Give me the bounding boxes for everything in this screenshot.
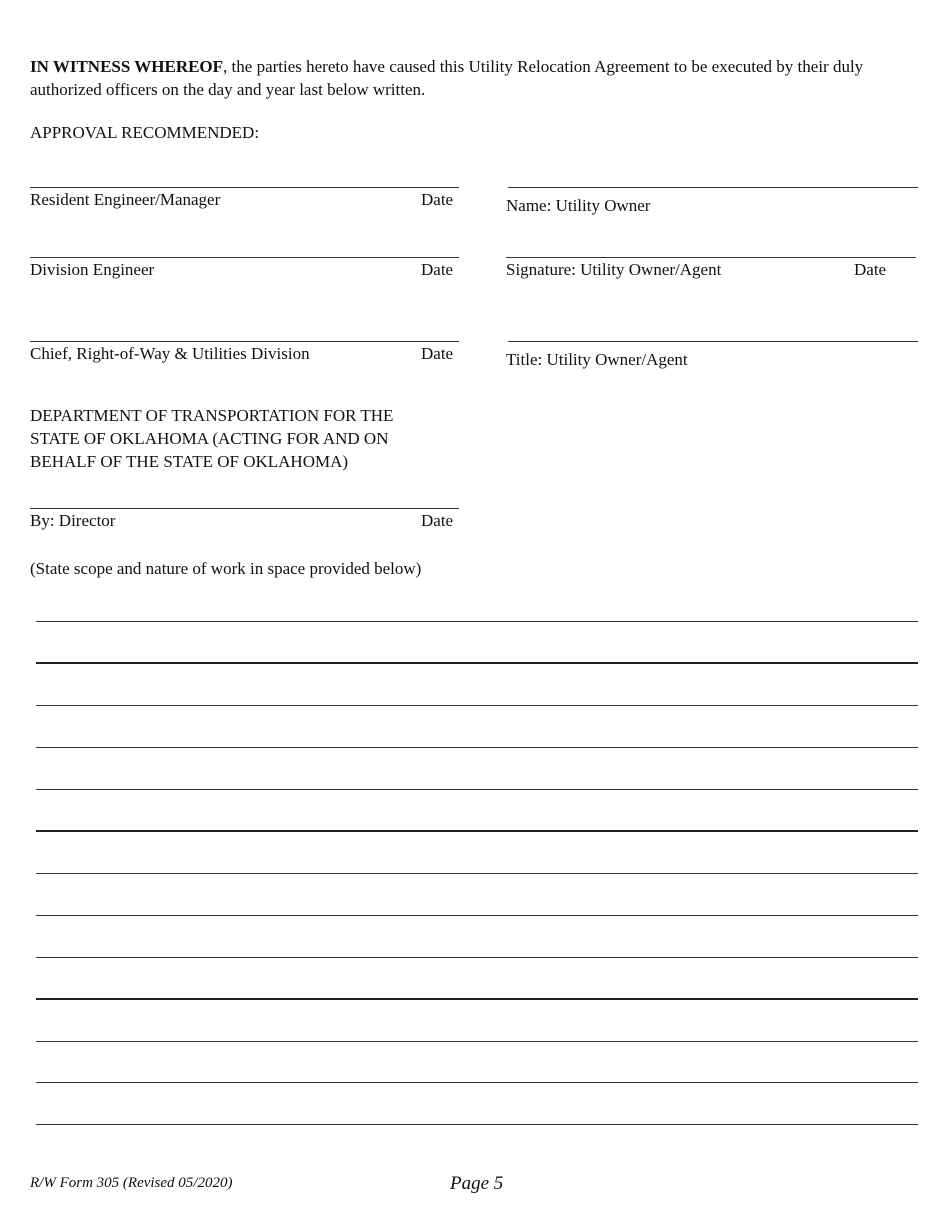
chief-row-utilities-signature-line[interactable]: [30, 341, 459, 342]
scope-writing-line[interactable]: [36, 873, 918, 874]
utility-owner-signature-label: Signature: Utility Owner/Agent: [506, 260, 722, 279]
approval-heading: APPROVAL RECOMMENDED:: [30, 123, 260, 142]
scope-writing-line[interactable]: [36, 662, 918, 664]
director-label: By: Director: [30, 511, 116, 530]
scope-writing-line[interactable]: [36, 915, 918, 916]
scope-writing-line[interactable]: [36, 830, 918, 832]
resident-engineer-signature-line[interactable]: [30, 187, 459, 188]
scope-writing-line[interactable]: [36, 957, 918, 958]
division-engineer-label: Division Engineer: [30, 260, 155, 279]
scope-instruction: (State scope and nature of work in space provided below): [30, 559, 422, 578]
department-line-3: BEHALF OF THE STATE OF OKLAHOMA): [30, 452, 349, 471]
resident-engineer-date-label: Date: [421, 190, 454, 209]
witness-bold-lead: IN WITNESS WHEREOF: [30, 57, 224, 76]
chief-row-utilities-date-label: Date: [421, 344, 454, 363]
scope-writing-line[interactable]: [36, 705, 918, 706]
scope-writing-line[interactable]: [36, 789, 918, 790]
director-signature-line[interactable]: [30, 508, 459, 509]
division-engineer-date-label: Date: [421, 260, 454, 279]
utility-owner-name-line[interactable]: [508, 187, 918, 188]
director-date-label: Date: [421, 511, 454, 530]
utility-owner-title-label: Title: Utility Owner/Agent: [506, 350, 688, 369]
scope-writing-line[interactable]: [36, 1082, 918, 1083]
scope-writing-line[interactable]: [36, 621, 918, 622]
department-line-2: STATE OF OKLAHOMA (ACTING FOR AND ON: [30, 429, 389, 448]
scope-writing-line[interactable]: [36, 1124, 918, 1125]
utility-owner-name-label: Name: Utility Owner: [506, 196, 651, 215]
utility-owner-date-label: Date: [854, 260, 887, 279]
scope-writing-line[interactable]: [36, 747, 918, 748]
scope-writing-line[interactable]: [36, 998, 918, 1000]
division-engineer-signature-line[interactable]: [30, 257, 459, 258]
witness-paragraph: [30, 55, 925, 101]
utility-owner-signature-line[interactable]: [506, 257, 916, 258]
department-name-block: [30, 404, 470, 473]
utility-owner-title-line[interactable]: [508, 341, 918, 342]
witness-text: , the parties hereto have caused this Utility Relocation Agreement to be executed by their duly authorized officers on the day and year last below written.: [30, 57, 864, 99]
form-identifier: R/W Form 305 (Revised 05/2020): [30, 1175, 233, 1191]
scope-writing-line[interactable]: [36, 1041, 918, 1042]
resident-engineer-label: Resident Engineer/Manager: [30, 190, 221, 209]
chief-row-utilities-label: Chief, Right-of-Way & Utilities Division: [30, 344, 310, 363]
page-number: Page 5: [450, 1173, 504, 1194]
department-line-1: DEPARTMENT OF TRANSPORTATION FOR THE: [30, 406, 394, 425]
